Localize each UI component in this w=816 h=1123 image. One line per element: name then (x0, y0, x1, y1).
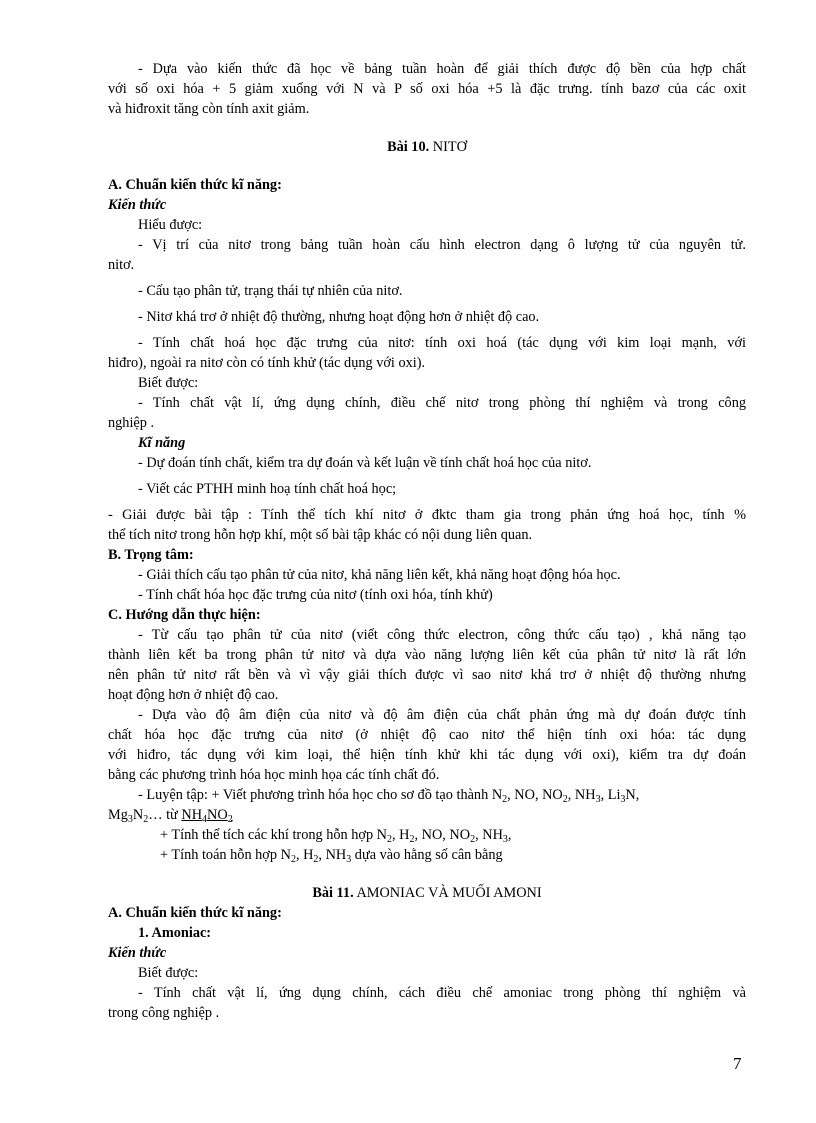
lesson-10-name: NITƠ (429, 139, 467, 155)
lesson-11-name: AMONIAC VÀ MUỐI AMONI (353, 885, 542, 901)
section-a-heading: A. Chuẩn kiến thức kĩ năng: (108, 177, 282, 193)
text-line: - Từ cấu tạo phân tử của nitơ (viết công thức electron, công thức cấu tạo) , khả năng tạo (138, 627, 746, 643)
know-item: - Tính chất vật lí, ứng dụng chính, điều chế nitơ trong phòng thí nghiệm và trong công (138, 395, 746, 411)
lesson-11-title (108, 883, 746, 903)
text-line: với số oxi hóa + 5 giảm xuống với N và P số oxi hóa +5 là đặc trưng. tính bazơ của các oxit (108, 81, 746, 97)
calc-line: + Tính toán hỗn hợp $N_2$, $H_2$, $NH_3$ dựa vào hằng số cân bằng (160, 847, 503, 865)
focus-item: - Tính chất hóa học đặc trưng của nitơ (tính oxi hóa, tính khử) (138, 587, 493, 603)
text-line: thành liên kết ba trong phân tử nitơ và dựa vào năng lượng liên kết của phân tử nitơ là rất lớn (108, 647, 746, 663)
skill-exercise: - Giải được bài tập : Tính thể tích khí nitơ ở đktc tham gia trong phản ứng hoá học, tính % (108, 507, 746, 523)
understand-label: Hiểu được: (138, 217, 203, 233)
page-number: 7 (733, 1054, 742, 1073)
skill-item: - Dự đoán tính chất, kiểm tra dự đoán và kết luận về tính chất hoá học của nitơ. (138, 455, 592, 471)
lesson-10-title (108, 137, 746, 157)
guide-paragraph-1 (108, 625, 746, 705)
document-page (108, 59, 746, 1023)
skill-item: - Viết các PTHH minh hoạ tính chất hoá học; (138, 481, 397, 497)
text-line: và hiđroxit tăng còn tính axit giảm. (108, 101, 310, 117)
understand-item: - Vị trí của nitơ trong bảng tuần hoàn cấu hình electron dạng ô lượng tử của nguyên tử. (138, 237, 746, 253)
lesson-11-number: Bài 11. (312, 885, 354, 901)
text-line: nên phân tử nitơ rất bền và vì vậy giải thích được vì sao nitơ khá trơ ở nhiệt độ thường nhưng (108, 667, 746, 683)
knowledge-heading: Kiến thức (108, 197, 167, 213)
text-line: bằng các phương trình hóa học minh họa các tính chất đó. (108, 767, 440, 783)
know-item: - Tính chất vật lí, ứng dụng chính, cách điều chế amoniac trong phòng thí nghiệm và (138, 985, 746, 1001)
understand-item: - Tính chất hoá học đặc trưng của nitơ: tính oxi hoá (tác dụng với kim loại mạnh, với (138, 335, 746, 351)
subsection-heading: 1. Amoniac: (138, 925, 212, 941)
section-c-heading: C. Hướng dẫn thực hiện: (108, 607, 261, 623)
lesson-10-number: Bài 10. (387, 139, 430, 155)
guide-paragraph-2 (108, 705, 746, 785)
know-item-cont: nghiệp . (108, 415, 155, 431)
text-line: - Dựa vào độ âm điện của nitơ và độ âm điện của chất phản ứng mà dự đoán được tính (138, 707, 746, 723)
understand-item: - Nitơ khá trơ ở nhiệt độ thường, nhưng hoạt động hơn ở nhiệt độ cao. (138, 309, 540, 325)
section-a-heading: A. Chuẩn kiến thức kĩ năng: (108, 905, 282, 921)
understand-item-cont: hiđro), ngoài ra nitơ còn có tính khử (tác dụng với oxi). (108, 355, 426, 371)
practice-line-cont: $Mg_3N_2\dots$ từ $NH_4NO_2$ (108, 807, 233, 825)
focus-item: - Giải thích cấu tạo phân tử của nitơ, khả năng liên kết, khả năng hoạt động hóa học. (138, 567, 621, 583)
skills-heading: Kĩ năng (138, 435, 186, 451)
understand-item: - Cấu tạo phân tử, trạng thái tự nhiên của nitơ. (138, 283, 403, 299)
skill-exercise-cont: thể tích nitơ trong hỗn hợp khí, một số bài tập khác có nội dung liên quan. (108, 527, 533, 543)
knowledge-heading: Kiến thức (108, 945, 167, 961)
text-line: chất hóa học đặc trưng của nitơ (ở nhiệt độ cao nitơ thể hiện tính oxi hóa: tác dụng (108, 727, 746, 743)
nh4no2-formula: $NH_4NO_2$ (181, 807, 233, 825)
know-label: Biết được: (138, 375, 199, 391)
text-line: hoạt động hơn ở nhiệt độ cao. (108, 687, 279, 703)
calc-line: + Tính thể tích các khí trong hỗn hợp $N_2$, $H_2$, NO, $NO_2$, $NH_3$, (160, 827, 512, 845)
section-b-heading: B. Trọng tâm: (108, 547, 194, 563)
know-item-cont: trong công nghiệp . (108, 1005, 220, 1021)
understand-item-cont: nitơ. (108, 257, 135, 273)
text-line: - Dựa vào kiến thức đã học về bảng tuần hoàn để giải thích được độ bền của hợp chất (138, 61, 746, 77)
intro-paragraph (108, 59, 746, 119)
know-label: Biết được: (138, 965, 199, 981)
text-line: với hiđro, tác dụng với kim loại, thể hiện tính khử khi tác dụng với oxi), kiểm tra dự đoán (108, 747, 746, 763)
practice-line: - Luyện tập: + Viết phương trình hóa học cho sơ đồ tạo thành $N_2$, NO, $NO_2$, $NH_3$, $Li_3N$, (138, 787, 640, 805)
